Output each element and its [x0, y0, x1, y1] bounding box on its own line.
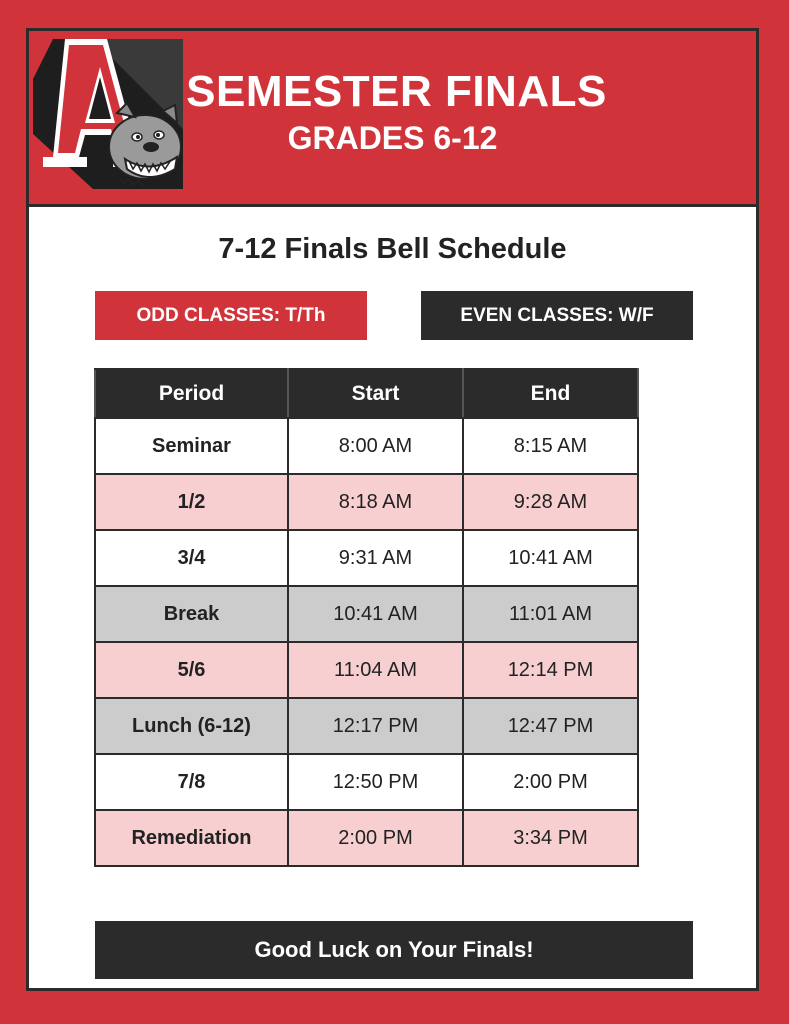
column-header-period: Period [95, 369, 288, 418]
table-row [95, 418, 638, 474]
schedule-heading: 7-12 Finals Bell Schedule [218, 233, 567, 265]
end-time-cell: 11:01 AM [463, 586, 638, 642]
column-header-start: Start [288, 369, 463, 418]
period-cell: Lunch (6-12) [95, 698, 288, 754]
page-subtitle: GRADES 6-12 [287, 120, 498, 156]
end-time-cell: 10:41 AM [463, 530, 638, 586]
good-luck-banner: Good Luck on Your Finals! [95, 921, 693, 979]
table-row [95, 474, 638, 530]
table-row [95, 642, 638, 698]
page-frame [26, 28, 759, 991]
end-time-cell: 12:47 PM [463, 698, 638, 754]
table-row [95, 810, 638, 866]
end-time-cell: 12:14 PM [463, 642, 638, 698]
column-header-end: End [463, 369, 638, 418]
table-row [95, 754, 638, 810]
start-time-cell: 12:17 PM [288, 698, 463, 754]
start-time-cell: 2:00 PM [288, 810, 463, 866]
table-row [95, 530, 638, 586]
start-time-cell: 8:18 AM [288, 474, 463, 530]
start-time-cell: 9:31 AM [288, 530, 463, 586]
start-time-cell: 12:50 PM [288, 754, 463, 810]
period-cell: Seminar [95, 418, 288, 474]
period-cell: 3/4 [95, 530, 288, 586]
start-time-cell: 8:00 AM [288, 418, 463, 474]
period-cell: 7/8 [95, 754, 288, 810]
start-time-cell: 10:41 AM [288, 586, 463, 642]
start-time-cell: 11:04 AM [288, 642, 463, 698]
odd-classes-badge: ODD CLASSES: T/Th [95, 291, 367, 340]
table-header-row [95, 369, 638, 418]
end-time-cell: 2:00 PM [463, 754, 638, 810]
end-time-cell: 9:28 AM [463, 474, 638, 530]
period-cell: 1/2 [95, 474, 288, 530]
period-cell: 5/6 [95, 642, 288, 698]
page-title: SEMESTER FINALS [186, 67, 607, 116]
table-row [95, 586, 638, 642]
table-row [95, 698, 638, 754]
period-cell: Break [95, 586, 288, 642]
end-time-cell: 8:15 AM [463, 418, 638, 474]
even-classes-badge: EVEN CLASSES: W/F [421, 291, 693, 340]
header-banner [29, 31, 756, 207]
period-cell: Remediation [95, 810, 288, 866]
bell-schedule-table [94, 368, 639, 867]
end-time-cell: 3:34 PM [463, 810, 638, 866]
